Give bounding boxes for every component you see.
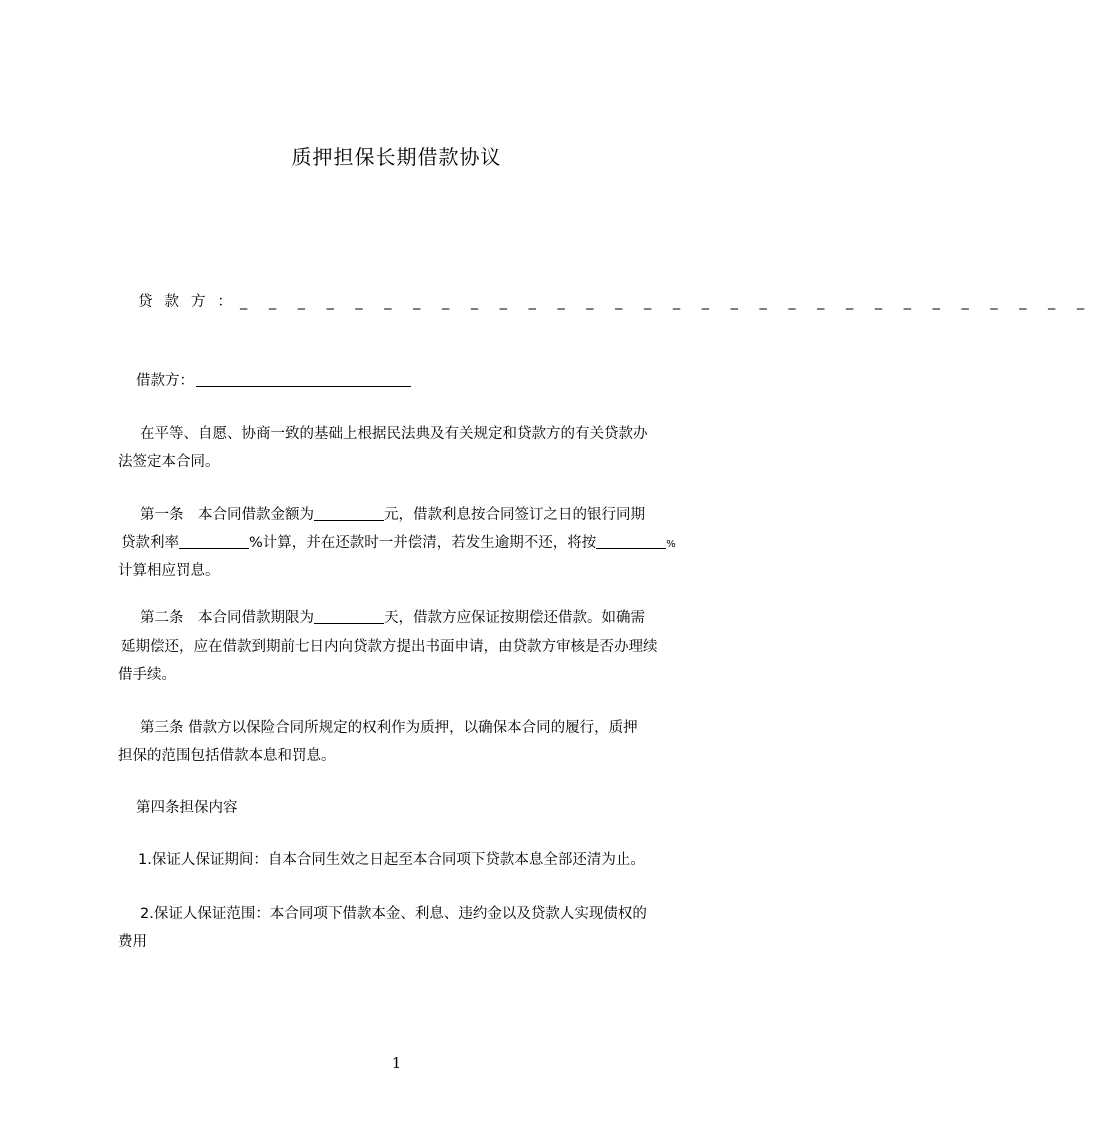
borrower-blank	[196, 372, 411, 387]
article-2-line-3: 借手续。	[118, 667, 176, 683]
lender-blank: _ _ _ _ _ _ _ _ _ _ _ _ _ _ _ _ _ _ _ _ _ _ _ _ _ _ _ _ _ _	[240, 294, 1093, 310]
article-2-line-2: 延期偿还，应在借款到期前七日内向贷款方提出书面申请，由贷款方审核是否办理续	[121, 639, 658, 655]
borrower-line	[136, 371, 411, 391]
article-4-item-2-line-2: 费用	[118, 934, 147, 950]
article-4-item-2-line-1: 2.保证人保证范围：本合同项下借款本金、利息、违约金以及贷款人实现债权的	[140, 906, 647, 922]
article-4-item-1: 1.保证人保证期间：自本合同生效之日起至本合同项下贷款本息全部还清为止。	[138, 852, 645, 868]
article-1-text: 第一条 本合同借款金额为	[140, 507, 314, 523]
lender-label: 贷款方：	[138, 294, 244, 310]
document-title: 质押担保长期借款协议	[291, 145, 502, 169]
article-3-line-2: 担保的范围包括借款本息和罚息。	[118, 748, 336, 764]
article-3-line-1: 第三条 借款方以保险合同所规定的权利作为质押，以确保本合同的履行，质押	[140, 720, 638, 736]
article-1-text: %	[666, 539, 676, 550]
article-1-line-3: 计算相应罚息。	[118, 563, 220, 579]
article-1-text: 元，借款利息按合同签订之日的银行同期	[384, 507, 645, 523]
borrower-label: 借款方：	[136, 373, 194, 389]
penalty-rate-blank	[596, 534, 666, 549]
article-2-line-1	[140, 608, 645, 628]
page-number: 1	[391, 1054, 402, 1072]
article-1-line-2	[121, 533, 676, 555]
article-1-text: 贷款利率	[121, 535, 179, 551]
article-4-heading: 第四条担保内容	[136, 800, 238, 816]
loan-term-blank	[314, 609, 384, 624]
loan-amount-blank	[314, 506, 384, 521]
article-1-line-1	[140, 505, 645, 525]
article-2-text: 第二条 本合同借款期限为	[140, 610, 314, 626]
article-2-text: 天，借款方应保证按期偿还借款。如确需	[384, 610, 645, 626]
preamble-line-2: 法签定本合同。	[118, 454, 220, 470]
article-1-text: %计算，并在还款时一并偿清，若发生逾期不还，将按	[249, 535, 597, 551]
interest-rate-blank	[179, 534, 249, 549]
preamble-line-1: 在平等、自愿、协商一致的基础上根据民法典及有关规定和贷款方的有关贷款办	[140, 426, 648, 442]
